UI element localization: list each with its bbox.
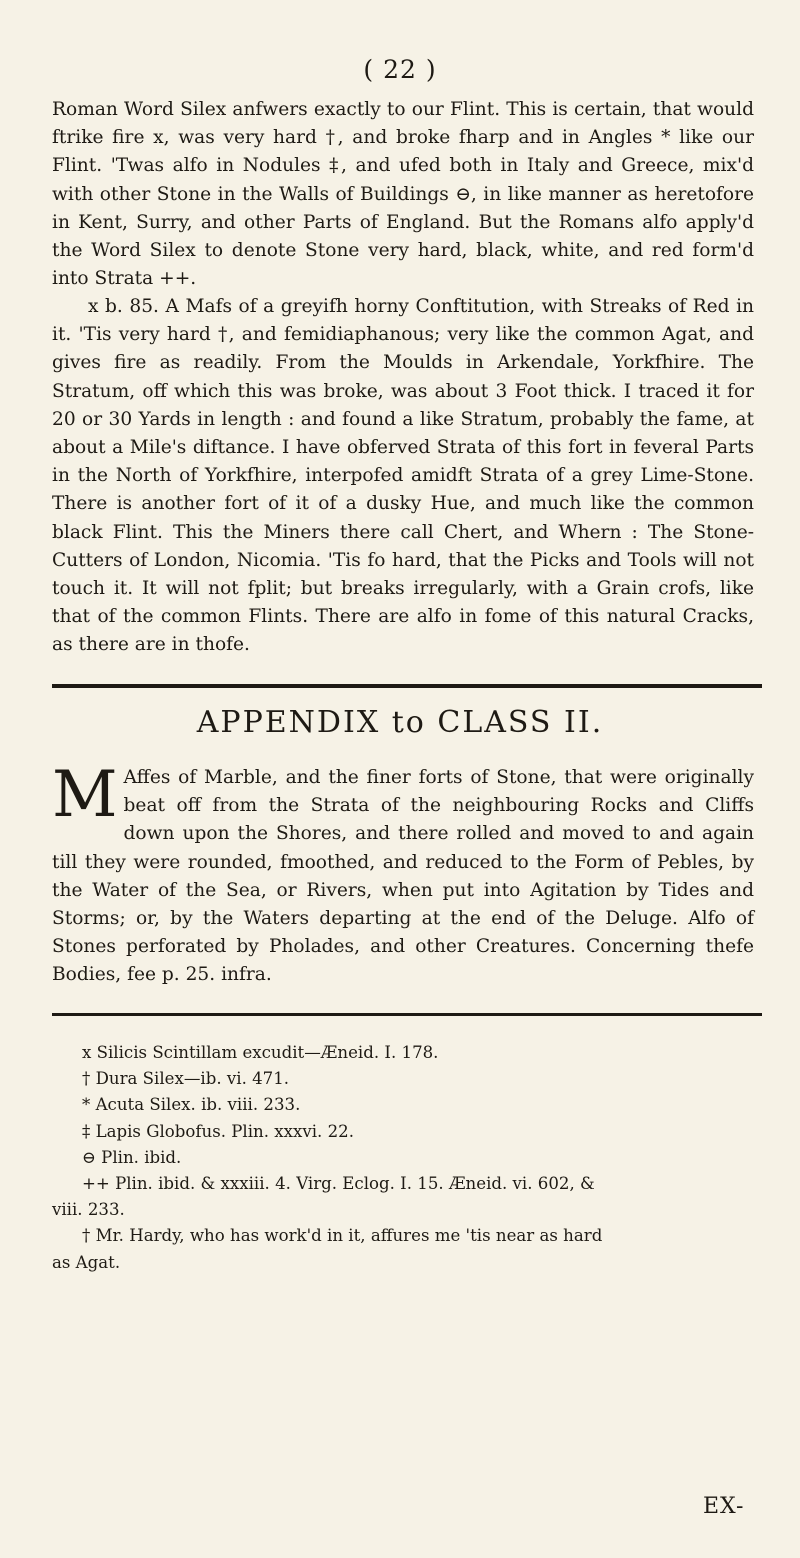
divider-rule — [52, 684, 762, 688]
footnote: † Mr. Hardy, who has work'd in it, affures me 'tis near as hard — [82, 1226, 603, 1246]
appendix-paragraph — [52, 758, 754, 990]
footnote-continuation: viii. 233. — [52, 1200, 125, 1220]
paragraph-specimen-b85: x b. 85. A Mafs of a greyifh horny Conftitution, with Streaks of Red in it. 'Tis very hard †, and femidiaphanous; very like the common Agat, and gives fire as readily. From the Moulds in Arkendale, Yorkfhire. The Stratum, off which this was broke, was about 3 Foot thick. I traced it for 20 or 30 Yards in length : and found a like Stratum, probably the fame, at about a Mile's diftance. I have obferved Strata of this fort in feveral Parts in the North of Yorkfhire, interpofed amidft Strata of a grey Lime-Stone. There is another fort of it of a dusky Hue, and much like the common black Flint. This the Miners there call Chert, and Whern : The Stone-Cutters of London, Nicomia. 'Tis fo hard, that the Picks and Tools will not touch it. It will not fplit; but breaks irregularly, with a Grain crofs, like that of the common Flints. There are alfo in fome of this natural Cracks, as there are in thofe. — [52, 296, 754, 656]
catchword: EX- — [703, 1494, 745, 1519]
footnote: x Silicis Scintillam excudit—Æneid. I. 178. — [82, 1043, 439, 1062]
page-number: ( 22 ) — [363, 55, 437, 84]
footnote-rule — [52, 1013, 762, 1016]
footnote: * Acuta Silex. ib. viii. 233. — [82, 1095, 301, 1115]
footnotes — [52, 1040, 754, 1276]
footnote-continuation: as Agat. — [52, 1252, 121, 1272]
drop-cap: M — [52, 758, 118, 832]
footnote: ++ Plin. ibid. & xxxiii. 4. Virg. Eclog. I. 15. Æneid. vi. 602, & — [82, 1174, 595, 1194]
footnote: ⊖ Plin. ibid. — [82, 1147, 182, 1167]
footnote: ‡ Lapis Globofus. Plin. xxxvi. 22. — [82, 1121, 354, 1141]
appendix-text: Affes of Marble, and the finer forts of Stone, that were originally beat off from the Strata of the neighbouring Rocks and Cliffs down upon the Shores, and there rolled and moved to and again till they were rounded, fmoothed, and reduced to the Form of Pebles, by the Water of the Sea, or Rivers, when put into Agitation by Tides and Storms; or, by the Waters departing at the end of the Deluge. Alfo of Stones perforated by Pholades, and other Creatures. Concerning thefe Bodies, fee p. 25. infra. — [52, 767, 754, 986]
appendix-heading: APPENDIX to CLASS II. — [196, 705, 604, 740]
footnote: † Dura Silex—ib. vi. 471. — [82, 1069, 290, 1089]
paragraph-roman-silex: Roman Word Silex anfwers exactly to our Flint. This is certain, that would ftrike fire x, was very hard †, and broke fharp and in Angles * like our Flint. 'Twas alfo in Nodules ‡, and ufed both in Italy and Greece, mix'd with other Stone in the Walls of Buildings ⊖, in like manner as heretofore in Kent, Surry, and other Parts of England. But the Romans alfo apply'd the Word Silex to denote Stone very hard, black, white, and red form'd into Strata ++. — [52, 99, 754, 290]
